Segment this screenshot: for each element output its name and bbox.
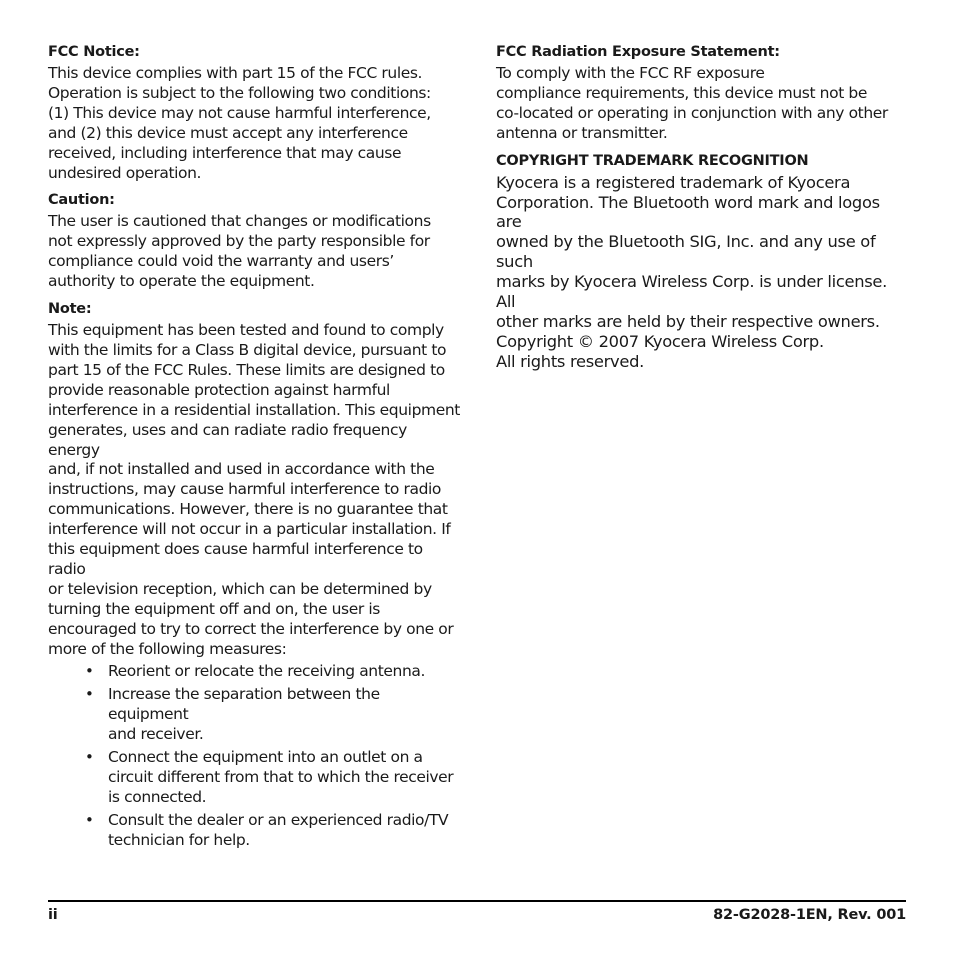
page-number: ii — [48, 907, 58, 923]
text-line: communications. However, there is no guarantee that — [48, 500, 448, 519]
text-line: undesired operation. — [48, 163, 202, 182]
right-column — [496, 42, 908, 379]
text-line: All rights reserved. — [496, 351, 644, 371]
copyright-section — [496, 151, 908, 372]
caution-section — [48, 190, 460, 292]
text-line: interference in a residential installation. This equipment — [48, 400, 460, 419]
copyright-heading: COPYRIGHT TRADEMARK RECOGNITION — [496, 152, 809, 169]
text-line: other marks are held by their respective owners. — [496, 311, 880, 331]
text-line: authority to operate the equipment. — [48, 272, 315, 291]
list-item — [85, 810, 460, 851]
text-line: Kyocera is a registered trademark of Kyocera — [496, 172, 851, 192]
text-line: antenna or transmitter. — [496, 123, 668, 142]
note-heading: Note: — [48, 301, 92, 318]
text-line: Consult the dealer or an experienced radio/TV — [108, 810, 449, 829]
footer-divider — [48, 900, 906, 902]
bullet-icon: • — [85, 748, 94, 767]
text-line: instructions, may cause harmful interference to radio — [48, 480, 442, 499]
text-line: with the limits for a Class B digital device, pursuant to — [48, 340, 447, 359]
text-line: Operation is subject to the following two conditions: — [48, 83, 431, 102]
text-line: is connected. — [108, 787, 207, 806]
text-line: this equipment does cause harmful interference to radio — [48, 540, 423, 578]
fcc-notice-body — [48, 64, 460, 183]
note-section — [48, 299, 460, 851]
text-line: (1) This device may not cause harmful interference, — [48, 103, 431, 122]
copyright-body — [496, 173, 908, 372]
text-line: Increase the separation between the equipment — [108, 685, 380, 724]
radiation-heading: FCC Radiation Exposure Statement: — [496, 44, 780, 60]
measures-list — [48, 662, 460, 850]
bullet-icon: • — [85, 662, 94, 681]
text-line: and receiver. — [108, 725, 204, 744]
text-line: more of the following measures: — [48, 639, 287, 658]
text-line: This equipment has been tested and found to comply — [48, 321, 444, 340]
text-line: marks by Kyocera Wireless Corp. is under license. All — [496, 272, 888, 312]
text-line: encouraged to try to correct the interference by one or — [48, 619, 454, 638]
text-line: Corporation. The Bluetooth word mark and logos are — [496, 192, 880, 232]
document-id: 82-G2028-1EN, Rev. 001 — [713, 907, 906, 923]
text-line: technician for help. — [108, 830, 250, 849]
text-line: part 15 of the FCC Rules. These limits are designed to — [48, 360, 445, 379]
text-line: provide reasonable protection against harmful — [48, 380, 390, 399]
text-line: This device complies with part 15 of the FCC rules. — [48, 64, 423, 82]
text-line: and, if not installed and used in accordance with the — [48, 460, 435, 479]
text-line: generates, uses and can radiate radio frequency energy — [48, 420, 407, 459]
list-item — [85, 685, 460, 745]
text-line: Connect the equipment into an outlet on a — [108, 748, 423, 767]
list-item — [85, 662, 460, 682]
caution-body — [48, 212, 460, 292]
fcc-notice-section — [48, 42, 460, 183]
text-line: not expressly approved by the party responsible for — [48, 232, 430, 251]
text-line: compliance requirements, this device must not be — [496, 83, 867, 102]
text-line: received, including interference that may cause — [48, 143, 402, 162]
text-line: and (2) this device must accept any interference — [48, 123, 408, 142]
bullet-icon: • — [85, 810, 94, 829]
caution-heading: Caution: — [48, 192, 115, 209]
fcc-notice-heading: FCC Notice: — [48, 44, 140, 60]
text-line: To comply with the FCC RF exposure — [496, 64, 765, 82]
radiation-section — [496, 42, 908, 144]
list-item — [85, 748, 460, 808]
bullet-icon: • — [85, 685, 94, 704]
text-line: or television reception, which can be determined by — [48, 579, 432, 598]
text-line: Reorient or relocate the receiving antenna. — [108, 662, 426, 681]
text-line: co-located or operating in conjunction with any other — [496, 103, 888, 122]
text-line: turning the equipment off and on, the user is — [48, 599, 380, 618]
text-line: Copyright © 2007 Kyocera Wireless Corp. — [496, 331, 824, 351]
text-line: owned by the Bluetooth SIG, Inc. and any use of such — [496, 232, 876, 272]
left-column — [48, 42, 460, 854]
text-line: compliance could void the warranty and users’ — [48, 252, 394, 271]
text-line: interference will not occur in a particular installation. If — [48, 520, 451, 539]
note-body — [48, 321, 460, 659]
text-line: circuit different from that to which the receiver — [108, 768, 454, 786]
text-line: The user is cautioned that changes or modifications — [48, 212, 431, 231]
radiation-body — [496, 64, 908, 144]
